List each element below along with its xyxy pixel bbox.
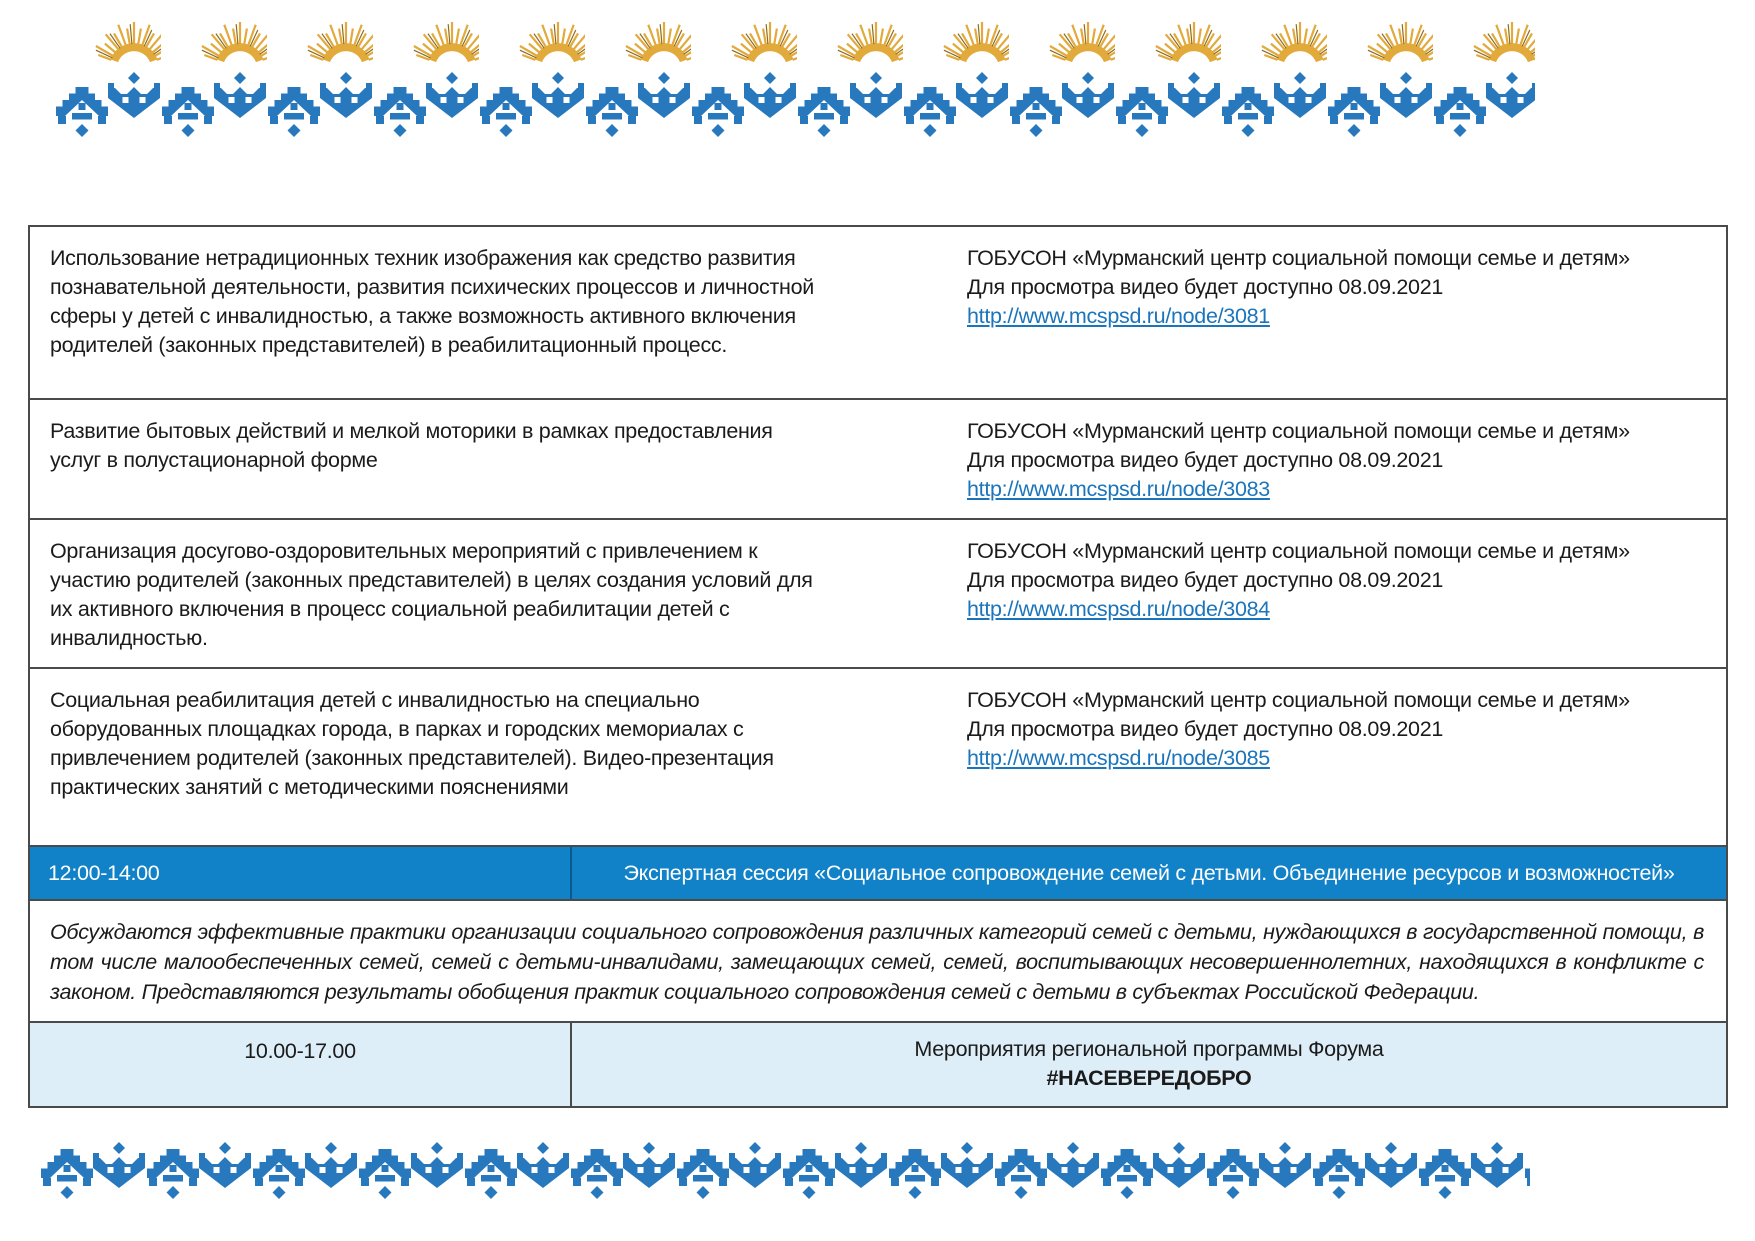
session-header-row xyxy=(30,847,1726,901)
video-link[interactable]: http://www.mcspsd.ru/node/3084 xyxy=(967,597,1270,621)
regional-title: Мероприятия региональной программы Форума xyxy=(914,1037,1384,1061)
event-description: Организация досугово-оздоровительных мероприятий с привлечением к участию родителей (законных представителей) в целях создания условий для их активного включения в процесс социальной реабилитации детей с инвалидностью. xyxy=(50,539,813,650)
table-row xyxy=(30,227,1726,400)
table-row xyxy=(30,520,1726,669)
video-availability-note: Для просмотра видео будет доступно 08.09.2021 xyxy=(967,717,1444,741)
video-availability-note: Для просмотра видео будет доступно 08.09.2021 xyxy=(967,275,1444,299)
event-description: Развитие бытовых действий и мелкой моторики в рамках предоставления услуг в полустационарной форме xyxy=(50,419,773,472)
organization-name: ГОБУСОН «Мурманский центр социальной помощи семье и детям» xyxy=(967,688,1630,712)
session-description: Обсуждаются эффективные практики организации социального сопровождения различных категорий семей с детьми, нуждающихся в государственной помощи, в том числе малообеспеченных семей, семей с детьми-инвалидами, замещающих семей, семей, воспитывающих несовершеннолетних, находящихся в конфликте с законом. Представляются результаты обобщения практик социального сопровождения семей с детьми в субъектах Российской Федерации. xyxy=(30,901,1726,1023)
program-table xyxy=(28,225,1728,1108)
organization-cell xyxy=(935,227,1726,398)
video-availability-note: Для просмотра видео будет доступно 08.09.2021 xyxy=(967,448,1444,472)
video-link[interactable]: http://www.mcspsd.ru/node/3085 xyxy=(967,746,1270,770)
organization-cell xyxy=(935,669,1726,845)
session-time: 12:00-14:00 xyxy=(30,847,572,899)
top-ornament-border xyxy=(55,10,1535,140)
organization-cell xyxy=(935,400,1726,518)
table-row xyxy=(30,669,1726,847)
organization-name: ГОБУСОН «Мурманский центр социальной помощи семье и детям» xyxy=(967,419,1630,443)
event-description: Использование нетрадиционных техник изображения как средство развития познавательной деятельности, развития психических процессов и личностной сферы у детей с инвалидностью, а также возможность активного включения родителей (законных представителей) в реабилитационный процесс. xyxy=(50,246,814,357)
video-link[interactable]: http://www.mcspsd.ru/node/3083 xyxy=(967,477,1270,501)
event-description: Социальная реабилитация детей с инвалидностью на специально оборудованных площадках города, в парках и городских мемориалах с привлечением родителей (законных представителей). Видео-презентация практических занятий с методическими пояснениями xyxy=(50,688,774,799)
table-row xyxy=(30,400,1726,520)
organization-name: ГОБУСОН «Мурманский центр социальной помощи семье и детям» xyxy=(967,539,1630,563)
organization-cell xyxy=(935,520,1726,667)
organization-name: ГОБУСОН «Мурманский центр социальной помощи семье и детям» xyxy=(967,246,1630,270)
bottom-ornament-border xyxy=(40,1140,1530,1202)
regional-program-row xyxy=(30,1023,1726,1106)
video-link[interactable]: http://www.mcspsd.ru/node/3081 xyxy=(967,304,1270,328)
regional-hashtag: #НАСЕВЕРЕДОБРО xyxy=(1046,1066,1252,1090)
regional-time: 10.00-17.00 xyxy=(30,1023,572,1106)
regional-main-cell xyxy=(572,1023,1726,1106)
session-title: Экспертная сессия «Социальное сопровождение семей с детьми. Объединение ресурсов и возможностей» xyxy=(623,860,1675,885)
video-availability-note: Для просмотра видео будет доступно 08.09.2021 xyxy=(967,568,1444,592)
